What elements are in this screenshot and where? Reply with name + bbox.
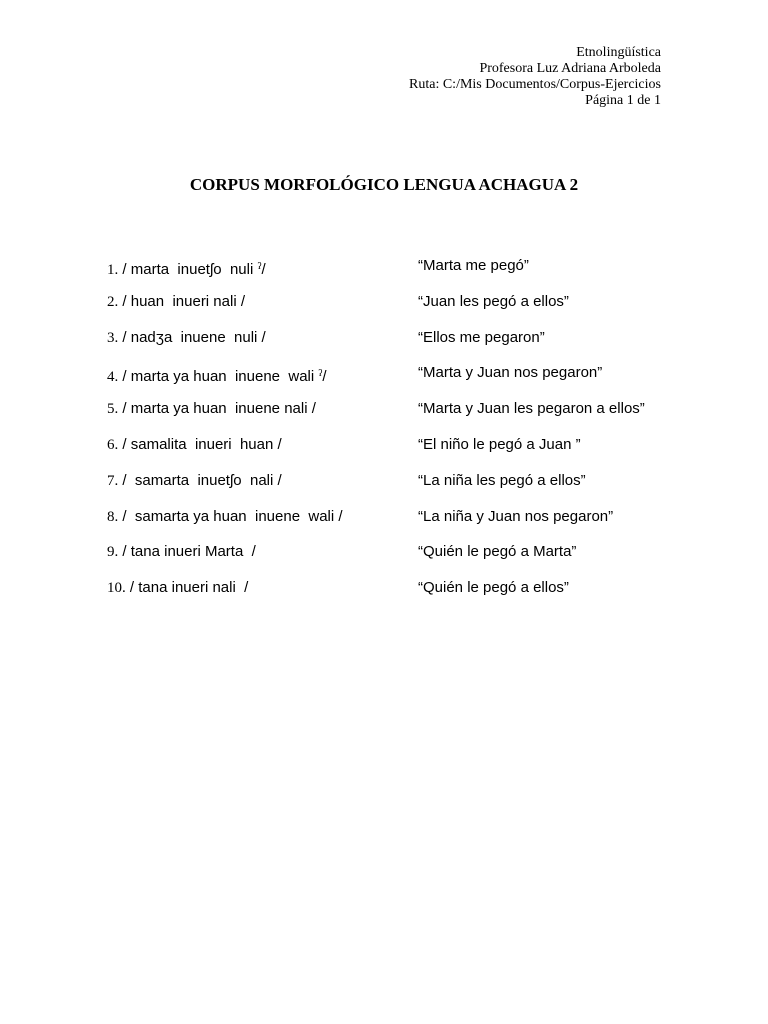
- item-number: 1.: [107, 262, 119, 278]
- achagua-form: / marta ya huan inuene nali /: [118, 400, 316, 418]
- achagua-form: / samarta inuetʃo nali /: [118, 471, 282, 489]
- file-path: Ruta: C:/Mis Documentos/Corpus-Ejercicios: [409, 77, 661, 92]
- translation: “Juan les pegó a ellos”: [418, 292, 569, 310]
- corpus-item: [107, 578, 667, 614]
- corpus-item: [107, 399, 667, 435]
- item-number: 7.: [107, 472, 119, 489]
- corpus-item: [107, 363, 667, 399]
- achagua-form: / samalita inueri huan /: [118, 435, 282, 453]
- translation: “Marta y Juan les pegaron a ellos”: [418, 400, 645, 418]
- translation: “El niño le pegó a Juan ”: [418, 435, 581, 453]
- achagua-form-end: /: [261, 261, 266, 278]
- translation: “Quién le pegó a ellos”: [418, 579, 569, 597]
- translation: “Marta y Juan nos pegaron”: [418, 364, 603, 382]
- item-number: 8.: [107, 508, 119, 525]
- glottal-mark: ʔ: [257, 261, 262, 271]
- corpus-list: [107, 256, 667, 614]
- corpus-item: [107, 256, 667, 292]
- achagua-form: / tana inueri Marta /: [118, 543, 256, 561]
- corpus-item: [107, 435, 667, 471]
- corpus-item: [107, 328, 667, 364]
- achagua-form: / samarta ya huan inuene wali /: [118, 507, 343, 525]
- corpus-item: [107, 471, 667, 507]
- achagua-form: / marta ya huan inuene wali: [118, 368, 319, 386]
- item-number: 2.: [107, 293, 119, 310]
- professor-name: Profesora Luz Adriana Arboleda: [479, 61, 661, 76]
- translation: “Ellos me pegaron”: [418, 328, 545, 346]
- translation: “La niña y Juan nos pegaron”: [418, 507, 614, 525]
- document-title: CORPUS MORFOLÓGICO LENGUA ACHAGUA 2: [189, 175, 579, 194]
- translation: “Quién le pegó a Marta”: [418, 543, 577, 561]
- achagua-form-end: /: [322, 368, 327, 386]
- page-number: Página 1 de 1: [585, 93, 661, 108]
- item-number: 3.: [107, 329, 119, 346]
- item-number: 10.: [107, 580, 126, 597]
- item-number: 4.: [107, 369, 119, 386]
- translation: “La niña les pegó a ellos”: [418, 471, 586, 489]
- corpus-item: [107, 542, 667, 578]
- item-number: 6.: [107, 436, 119, 453]
- corpus-item: [107, 292, 667, 328]
- achagua-form: / tana inueri nali /: [125, 579, 249, 597]
- item-number: 5.: [107, 401, 119, 418]
- achagua-form: / marta inuetʃo nuli: [118, 261, 258, 278]
- achagua-form: / nadʒa inuene nuli /: [118, 328, 266, 346]
- achagua-form: / huan inueri nali /: [118, 292, 245, 310]
- item-number: 9.: [107, 544, 119, 561]
- course-name: Etnolingüística: [576, 45, 661, 60]
- corpus-item: [107, 507, 667, 543]
- translation: “Marta me pegó”: [418, 257, 529, 274]
- page-header: [409, 45, 661, 109]
- glottal-mark: ʔ: [318, 368, 323, 379]
